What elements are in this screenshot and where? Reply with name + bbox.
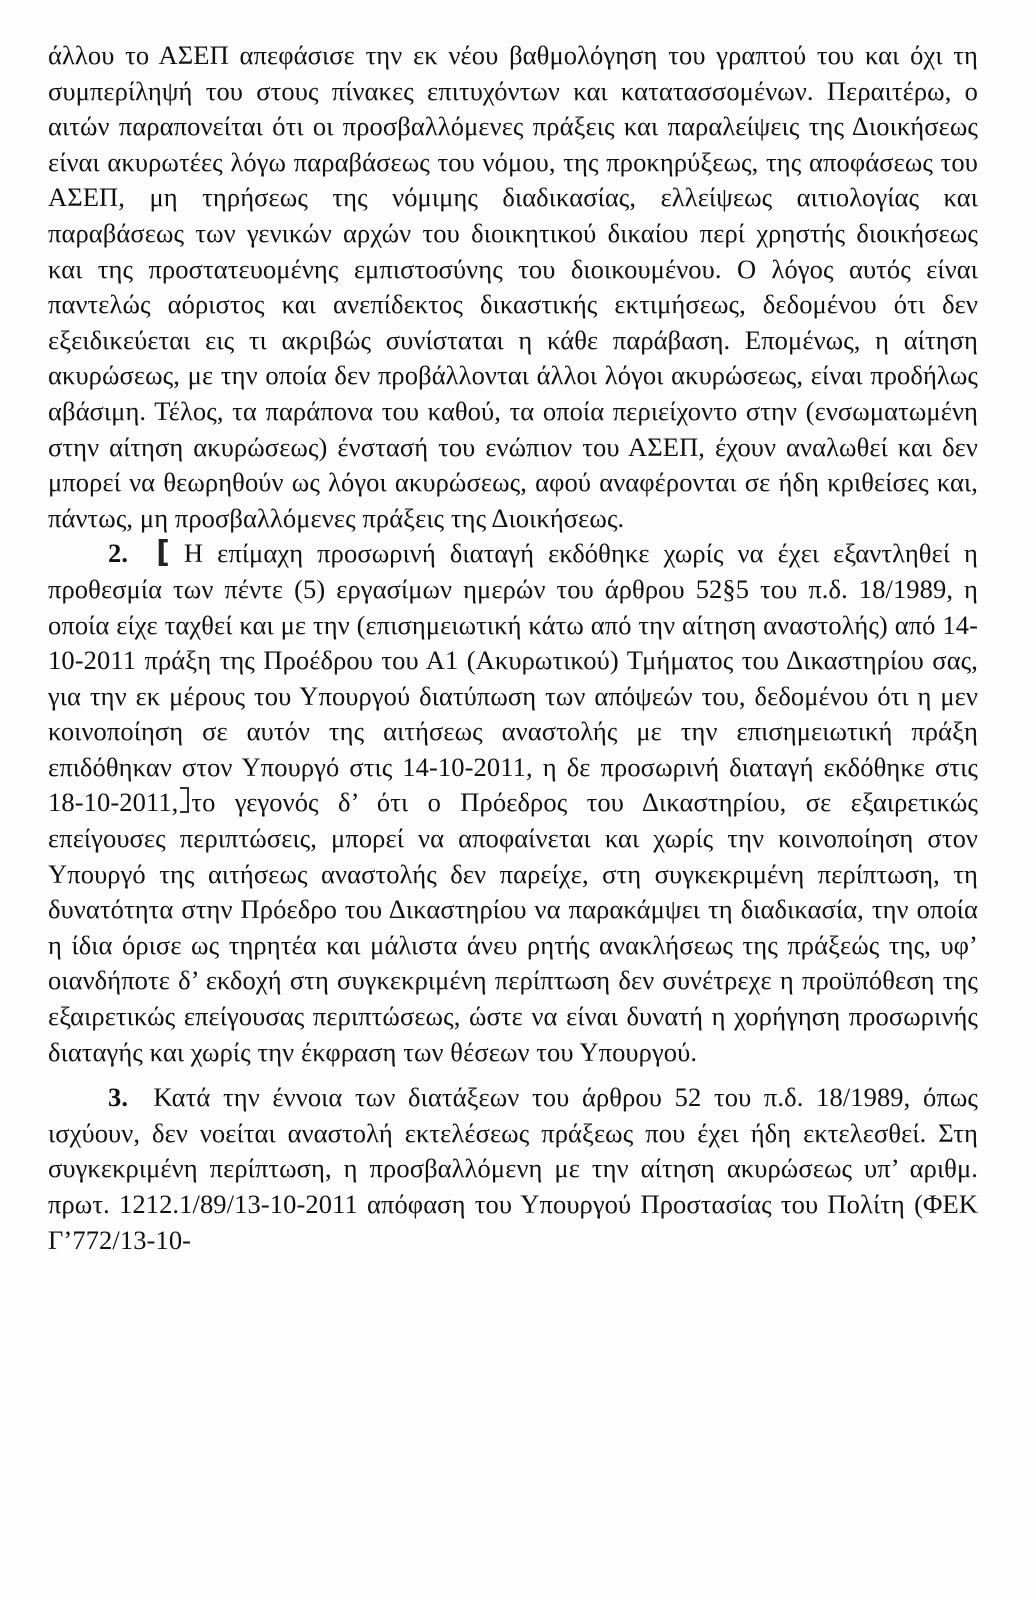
handwritten-open-bracket: [ — [156, 535, 170, 571]
paragraph-1-text: άλλου το ΑΣΕΠ απεφάσισε την εκ νέου βαθμολόγηση του γραπτού του και όχι τη συμπερίληψή του στους πίνακες επιτυχόντων και κατατασσομένων. Περαιτέρω, ο αιτών παραπονείται ότι οι προσβαλλόμενες πράξεις και παραλείψεις της Διοικήσεως είναι ακυρωτέες λόγω παραβάσεως του νόμου, της προκηρύξεως, της αποφάσεως του ΑΣΕΠ, μη τηρήσεως της νόμιμης διαδικασίας, ελλείψεως αιτιολογίας και παραβάσεως των γενικών αρχών του διοικητικού δικαίου περί χρηστής διοικήσεως και της προστατευομένης εμπιστοσύνης του διοικουμένου. Ο λόγος αυτός είναι παντελώς αόριστος και ανεπίδεκτος δικαστικής εκτιμήσεως, δεδομένου ότι δεν εξειδικεύεται εις τι ακριβώς συνίσταται η κάθε παράβαση. Επομένως, η αίτηση ακυρώσεως, με την οποία δεν προβάλλονται άλλοι λόγοι ακυρώσεως, είναι προδήλως αβάσιμη. Τέλος, τα παράπονα του καθού, τα οποία περιείχοντο στην (ενσωματωμένη στην αίτηση ακυρώσεως) ένστασή του ενώπιον του ΑΣΕΠ, έχουν αναλωθεί και δεν μπορεί να θεωρηθούν ως λόγοι ακυρώσεως, αφού αναφέρονται σε ήδη κριθείσες και, πάντως, μη προσβαλλόμενες πράξεις της Διοικήσεως. — [48, 40, 978, 533]
paragraph-3-number: 3. — [108, 1082, 129, 1113]
paragraph-3-text: Κατά την έννοια των διατάξεων του άρθρου 52 του π.δ. 18/1989, όπως ισχύουν, δεν νοείται αναστολή εκτελέσεως πράξεως που έχει ήδη εκτελεσθεί. Στη συγκεκριμένη περίπτωση, η προσβαλλόμενη με την αίτηση ακυρώσεως υπ’ αριθμ. πρωτ. 1212.1/89/13-10-2011 απόφαση του Υπουργού Προστασίας του Πολίτη (ΦΕΚ Γ’772/13-10- — [48, 1082, 978, 1255]
paragraph-2 — [48, 536, 978, 1070]
document-body — [48, 38, 978, 1258]
paragraph-1 — [48, 38, 978, 536]
paragraph-2-bracketed-text: Η επίμαχη προσωρινή διαταγή εκδόθηκε χωρίς να έχει εξαντληθεί η προθεσμία των πέντε (5) εργασίμων ημερών του άρθρου 52§5 του π.δ. 18/1989, η οποία είχε ταχθεί και με την (επισημειωτική κάτω από την αίτηση αναστολής) από 14-10-2011 πράξη της Προέδρου του Α1 (Ακυρωτικού) Τμήματος του Δικαστηρίου σας, για την εκ μέρους του Υπουργού διατύπωση των απόψεών του, δεδομένου ότι η μεν κοινοποίηση σε αυτόν της αιτήσεως αναστολής με την επισημειωτική πράξη επιδόθηκαν στον Υπουργό στις 14-10-2011, η δε προσωρινή διαταγή εκδόθηκε στις 18-10-2011, — [48, 538, 979, 818]
paragraph-2-number: 2. — [108, 538, 129, 569]
handwritten-close-bracket-icon — [180, 787, 189, 813]
paragraph-3 — [48, 1080, 978, 1258]
paragraph-2-rest-text: το γεγονός δ’ ότι ο Πρόεδρος του Δικαστηρίου, σε εξαιρετικώς επείγουσες περιπτώσεις, μπορεί να αποφαίνεται και χωρίς την κοινοποίηση στον Υπουργό της αιτήσεως αναστολής δεν παρείχε, στη συγκεκριμένη περίπτωση, τη δυνατότητα στην Πρόεδρο του Δικαστηρίου να παρακάμψει τη διαδικασία, την οποία η ίδια όρισε ως τηρητέα και μάλιστα άνευ ρητής ανακλήσεως της πράξεώς της, υφ’ οιανδήποτε δ’ εκδοχή στη συγκεκριμένη περίπτωση δεν συνέτρεχε η προϋπόθεση της εξαιρετικώς επείγουσας περιπτώσεως, ώστε να είναι δυνατή η χορήγηση προσωρινής διαταγής και χωρίς την έκφραση των θέσεων του Υπουργού. — [48, 787, 978, 1067]
